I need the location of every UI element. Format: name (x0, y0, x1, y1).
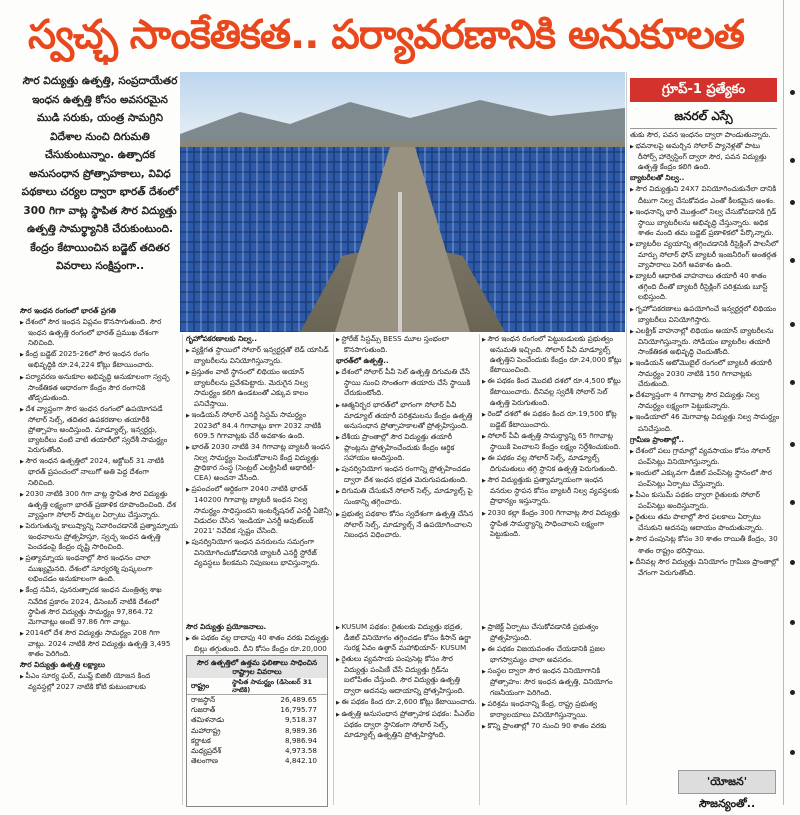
column-rule (626, 72, 627, 805)
paragraph: ▶ ఇండియన్ ఆటోమొబైల్ రంగంలో బ్యాటరీ తయారీ సామర్థ్యం 2030 నాటికి 150 గిగావాట్లకు చేరుతుంది. (630, 358, 780, 389)
cell-capacity: 26,489.65 (280, 695, 317, 704)
paragraph: ▶ బ్యాటరీల వ్యయాన్ని తగ్గించడానికి రీసైక్లింగ్ పాలసీలో మార్పు సోలార్ ఫోన్ బ్యాటరీ ఇంజనీరింగ్ అంతర్గత వ్యాపారాలు పెరిగే అవకాశం ఉంది. (630, 239, 780, 270)
paragraph: ▶ సంస్థల ద్వారా సౌర ఇంధన వినియోగానికి ప్రోత్సాహం: సౌర ఇంధన ఉత్పత్తి, వినియోగం గణనీయంగా పెరిగింది. (482, 666, 622, 697)
paragraph: ▶ ఈ పథకం వల్ల దాదాపు 40 శాతం వరకు విద్యుత్తు బిల్లు తగ్గుతుంది. దీని కోసం కేంద్రం రూ.20,000 (186, 633, 332, 656)
section-heading: సౌర విద్యుత్తు ప్రయోజనాలు. (186, 622, 267, 631)
table-row (187, 756, 327, 766)
paragraph: ▶ దిగుమతి చేసుకునే సోలార్ సెల్స్, మాడ్యూల్స్ పై సుంకాన్ని తగ్గించారు. (336, 486, 478, 507)
section-heading: బ్యాటరీలతో నిల్వ.. (630, 173, 685, 183)
cell-state: కర్ణాటక (191, 735, 211, 745)
headline: స్వచ్ఛ సాంకేతికత.. పర్యావరణానికి అనుకూలత (28, 12, 744, 58)
paragraph: ▶ స్టోరేజ్ సిస్టమ్స్ BESS మూల స్తంభంలా కొనసాగుతుంది. (336, 334, 478, 355)
paragraph: ▶ ఆత్మనిర్భర భారత్‌లో భాగంగా సోలార్ పీవీ మాడ్యూల్ తయారీ పరిశ్రమలను కేంద్రం ఉత్పత్తి అనుసంధాన ప్రోత్సాహకాలతో ప్రోత్సహిస్తుంది. (336, 400, 478, 431)
paragraph: ▶ దేశంలో పలు గ్రామాల్లో వ్యవసాయం కోసం సోలార్ పంప్‌సెట్లు వినియోగిస్తున్నారు. (630, 446, 780, 467)
table-row (187, 726, 327, 736)
paragraph: ▶ పునర్వినియోగ ఇంధన వనరులను సమగ్రంగా వినియోగించుకోవడానికి బ్యాటరీ ఎనర్జీ స్టోరేజ్ వ్యవస్థలు కీలకమని నిపుణులు భావిస్తున్నారు. (186, 537, 332, 568)
paragraph: ▶ పునర్వినియోగ ఇంధన రంగాన్ని ప్రోత్సహించడం ద్వారా దేశ ఇంధన భద్రత మెరుగుపడుతుంది. (336, 464, 478, 485)
paragraph: ▶ దేశంలో సోలార్ పీవీ సెల్ ఉత్పత్తి దిగుమతి చేసే స్థాయి నుంచి సొంతంగా తయారు చేసే స్థాయికి చేరుకుంటోంది. (336, 367, 478, 398)
paragraph: ▶ కేంద్ర బడ్జెట్ 2025-26లో సౌర ఇంధన రంగం అభివృద్ధికి రూ.24,224 కోట్లు కేటాయించారు. (20, 349, 178, 370)
paragraph: ▶ ఉత్పత్తి అనుసంధాన ప్రోత్సాహక పథకం: పీఎల్‌ఐ పథకం ద్వారా స్థానికంగా సోలార్ సెల్స్, మాడ్యూల్స్ ఉత్పత్తిని ప్రోత్సహిస్తోంది. (336, 709, 478, 740)
section-heading: గృహోపకరణాలకు నిల్వ.. (186, 334, 257, 343)
column-4 (482, 334, 622, 650)
paragraph: ▶ సౌర ఇంధన ఉత్పత్తిలో 2024, అక్టోబర్ 31 నాటికి భారత్ ప్రపంచంలో నాలుగో అతి పెద్ద దేశంగా నిలిచింది. (20, 456, 178, 487)
cell-capacity: 8,986.94 (284, 735, 317, 745)
adjacent-column-bullets (788, 90, 800, 790)
paragraph: ▶ బ్యాటరీ ఆధారిత వాహనాలు తయారీ 40 శాతం తగ్గింది దీంతో బ్యాటరీ రీసైక్లింగ్ పరిశ్రమకు బూస్ట్ లభిస్తుంది. (630, 271, 780, 302)
column-8 (482, 622, 622, 805)
cell-state: మహారాష్ట్ర (191, 725, 221, 735)
paragraph: తుకు సౌర, పవన ఇంధనం ద్వారా పాండుతున్నారు. (630, 130, 771, 139)
paragraph: ▶ సోలార్ పీవీ ఉత్పత్తి సామర్థ్యాన్ని 65 గిగావాట్ల స్థాయికి పెంచాలని కేంద్రం లక్ష్యం నిర్దేశించుకుంది. (482, 431, 622, 452)
solar-field-illustration (180, 72, 625, 332)
paragraph: ▶ ప్రస్తుతం వాటి స్థానంలో లిథియం అయాన్ బ్యాటరీలను ప్రవేశపెట్టారు. మెరుగైన నిల్వ సామర్థ్యం కలిగి ఉండటంతో ఎక్కువ కాలం పనిచేస్తాయి. (186, 367, 332, 408)
paragraph: ▶ గృహోపకరణాలు ఉపయోగించే ఇన్వర్టర్లలో లిథియం బ్యాటరీలు వినియోగిస్తారు. (630, 304, 780, 325)
column-7 (336, 622, 478, 805)
column-rule (182, 334, 183, 805)
paragraph: ▶ ఇండియాలో 46 మెగావాట్ల విద్యుత్తు నిల్వ సామర్థ్యం పనిచేస్తుంది. (630, 412, 780, 433)
paragraph: ▶ ప్రత్యామ్నాయ ఇంధనాల్లో సౌర ఇంధనం చాలా ముఖ్యమైనది. దేశంలో సూర్యరశ్మి పుష్కలంగా లభించడం అనుకూలంగా ఉంది. (20, 553, 178, 584)
paragraph: ▶ పర్యావరణ అనుకూల అభివృద్ధి అనుకూలంగా స్వచ్ఛ సాంకేతికత ఆధారంగా కేంద్రం సౌర రంగానికి తోడ్పడుతుంది. (20, 372, 178, 403)
paragraph: ▶ ఇండియన్ సోలార్ ఎనర్జీ సిస్టమ్ సామర్థ్యం 2023లో 84.4 గిగావాట్లు కాగా 2032 నాటికి 609.5 గిగావాట్లకు చేరే అవకాశం ఉంది. (186, 410, 332, 441)
column-divider (783, 0, 784, 805)
column-2 (186, 334, 332, 650)
paragraph: ▶ సౌర ఇంధన రంగంలో పెట్టుబడులకు ప్రభుత్వం అనుమతి ఇచ్చింది. సోలార్ పీవీ మాడ్యూల్స్ ఉత్పత్తిని పెంచేందుకు కేంద్రం రూ.24,000 కోట్లు కేటాయించింది. (482, 334, 622, 375)
paragraph: ▶ ఈ పథకం కింద రూ.2,600 కోట్లు కేటాయించారు. (336, 697, 478, 708)
table-row (187, 705, 327, 715)
group1-special-badge: గ్రూప్-1 ప్రత్యేకం (630, 78, 777, 102)
table-title: సౌర ఉత్పత్తిలో ఉత్తమ ఫలితాలు సాధించిన రాష్ట్రాల వివరాలు (187, 656, 327, 678)
paragraph: ▶ ఈ పథకం కింద మొదటి దశలో రూ.4,500 కోట్లు కేటాయించారు. దీనివల్ల స్వదేశీ సోలార్ సెల్ ఉత్పత్తి పెరుగుతుంది. (482, 376, 622, 407)
section-heading: గ్రామీణ ప్రాంతాల్లో.. (630, 434, 685, 444)
paragraph: ▶ దేశంలో సౌర ఇంధన విప్లవం కొనసాగుతుంది. సౌర ఇంధన ఉత్పత్తి రంగంలో భారత్ ప్రముఖ దేశంగా నిలిచింది. (20, 317, 178, 348)
section-heading: సౌర విద్యుత్తు ఉత్పత్తి లక్ష్యాలు (20, 660, 105, 670)
paragraph: ▶ రైతులు తమ పొలాల్లో సౌర ఫలకాలు ఏర్పాటు చేసుకుని అదనపు ఆదాయం పొందుతున్నారు. (630, 512, 780, 533)
paragraph: ▶ 2014లో దేశ సౌర విద్యుత్తు సామర్థ్యం 208 గిగా వాట్లు. 2024 నాటికి సౌర విద్యుత్తు ఉత్పత్తి 3,495 శాతం పెరిగింది. (20, 628, 178, 659)
table-row (187, 715, 327, 725)
cell-state: గుజరాత్ (191, 705, 216, 715)
column-rule (479, 334, 480, 805)
cell-capacity: 4,973.58 (284, 746, 317, 756)
column-3 (336, 334, 478, 650)
cell-state: మధ్యప్రదేశ్ (191, 746, 222, 756)
byline: జనరల్ ఎస్సే (630, 104, 777, 129)
intro-text: సౌర విద్యుత్తు ఉత్పత్తి, సంప్రదాయేతర ఇంధన ఉత్పత్తి కోసం అవసరమైన ముడి సరుకు, యంత్ర సామగ్రిని విదేశాల నుంచి దిగుమతి చేసుకుంటున్నాం. ఉత్పాదక అనుసంధాన ప్రోత్సాహకాలు, వివిధ పథకాలు చర్యల ద్వారా భారత్ దేశంలో 300 గిగా వాట్ల స్థాపిత సౌర విద్యుత్తు ఉత్పత్తి సామర్థ్యానికి చేరుకుంటుంది. కేంద్రం కేటాయించిన బడ్జెట్ తదితర వివరాలు సంక్షిప్తంగా.. (21, 75, 179, 272)
paragraph: ▶ 2030 కల్లా కేంద్రం 300 గిగావాట్ల సౌర విద్యుత్తు స్థాపిత సామర్థ్యాన్ని సాధించాలని లక్ష్యంగా పెట్టుకుంది. (482, 508, 622, 539)
capacity-table (187, 678, 327, 766)
paragraph: ▶ కేంద్ర నవీన, పునరుత్పాదక ఇంధన మంత్రిత్వ శాఖ నివేదిక ప్రకారం 2024, డిసెంబర్ నాటికి దేశంలో స్థాపిత సౌర విద్యుత్తు సామర్థ్యం 97,864.72 మెగావాట్లు అంటే 97.86 గిగా వాట్లు. (20, 585, 178, 626)
paragraph: ▶ దేశవ్యాప్తంగా 4 గిగావాట్ల సౌర విద్యుత్తు నిల్వ సామర్థ్యం లక్ష్యంగా పెట్టుకున్నారు. (630, 390, 780, 411)
paragraph: ▶ భారత్ 2030 నాటికి 34 గిగావాట్ల బ్యాటరీ ఇంధన నిల్వ సామర్థ్యం పెంచుకోవాలని కేంద్ర విద్యుత్తు ప్రాధికార సంస్థ (సెంట్రల్ ఎలక్ట్రిసిటీ అథారిటీ- CEA) అంచనా వేసింది. (186, 442, 332, 483)
cell-state: తమిళనాడు (191, 715, 225, 725)
paragraph: ▶ దీనివల్ల సౌర విద్యుత్తు వినియోగం గ్రామీణ ప్రాంతాల్లో వేగంగా పెరుగుతోంది. (630, 557, 780, 578)
paragraph: ▶ ఈ పథకం విజయవంతం చేయడానికి ప్రజల భాగస్వామ్యం చాలా అవసరం. (482, 644, 622, 665)
paragraph: ▶ ప్రాజెక్ట్ ఏర్పాటు చేసుకోవడానికి ప్రభుత్వం ప్రోత్సహిస్తుంది. (482, 622, 622, 643)
paragraph: ▶ రెండో దశలో ఈ పథకం కింద రూ.19,500 కోట్ల బడ్జెట్ కేటాయించారు. (482, 409, 622, 430)
paragraph: ▶ కొన్ని ప్రాంతాల్లో 70 నుంచి 90 శాతం వరకు (482, 721, 622, 732)
paragraph: ▶ సౌర విద్యుత్తుని 24X7 వినియోగించుకునేలా దానికి దీటుగా నిల్వ చేసుకోవడం ఎంతో కీలకమైన అంశం. (630, 184, 780, 205)
cell-state: రాజస్థాన్ (191, 695, 216, 704)
paragraph: ▶ దేశీయ ప్రాంతాల్లో సౌర విద్యుత్తు తయారీ ప్లాంట్లను ప్రోత్సహించేందుకు కేంద్రం ఆర్థిక సహాయం అందిస్తుంది. (336, 432, 478, 463)
paragraph: ▶ KUSUM పథకం: రైతులకు విద్యుత్తు భద్రత, డీజిల్ వినియోగం తగ్గించడం కోసం కిసాన్ ఉర్జా సురక్ష ఏవం ఉత్థాన్ మహాభియాన్- KUSUM (336, 622, 478, 653)
header-state: రాష్ట్రం (187, 678, 228, 695)
paragraph: ▶ పరిశ్రమ ఇంధనాన్ని కేంద్ర, రాష్ట్ర ప్రభుత్వ కార్యాలయాలు వినియోగిస్తున్నాయి. (482, 699, 622, 720)
paragraph: ▶ ఇందులో ఎక్కువగా డీజిల్ పంప్‌సెట్ల స్థానంలో సౌర పంప్‌సెట్లు ఏర్పాటు చేస్తున్నారు. (630, 468, 780, 489)
state-capacity-table (186, 655, 328, 807)
column-5 (630, 130, 780, 766)
paragraph: ▶ ప్రపంచంలో ఆర్థికంగా 2040 నాటికి భారత్ 140200 గిగావాట్ల బ్యాటరీ ఇంధన నిల్వ సామర్థ్యం సాధిస్తుందని ఇంటర్నేషనల్ ఎనర్జీ ఏజెన్సీ విడుదల చేసిన 'ఇండియా ఎనర్జీ అవుట్‌లుక్ 2021' నివేదిక స్పష్టం చేసింది. (186, 484, 332, 535)
source-credit: 'యోజన' సౌజన్యంతో.. (678, 770, 776, 794)
header-capacity: స్థాపిత సామర్థ్యం (డిసెంబర్ 31 నాటికి) (228, 678, 327, 695)
paragraph: ▶ పెరుగుతున్న కాలుష్యాన్ని నివారించడానికి ప్రత్యామ్నాయ ఇంధనాలను ప్రోత్సహిస్తూ, స్వచ్ఛ ఇంధన ఉత్పత్తి పెంచడంపై కేంద్రం దృష్టి సారించింది. (20, 521, 178, 552)
paragraph: ▶ సౌర విద్యుత్తుకు ప్రత్యామ్నాయంగా ఇంధన వనరుల స్థాపన కోసం బ్యాటరీ నిల్వ వ్యవస్థలకు ప్రాధాన్యం ఇస్తున్నారు. (482, 475, 622, 506)
column-1 (20, 306, 178, 805)
paragraph: ▶ ఈ పథకం వల్ల సోలార్ సెల్స్, మాడ్యూల్స్ దిగుమతులు తగ్గి స్థానిక ఉత్పత్తి పెరుగుతుంది. (482, 453, 622, 474)
cell-state: తెలంగాణ (191, 756, 218, 766)
section-heading: సౌర ఇంధన రంగంలో భారత్ ప్రగతి (20, 306, 116, 315)
paragraph: ▶ భవనాలపై అమర్చిన సోలార్ ప్యానెళ్లతో పాటు రీసోర్స్ హార్వెస్టింగ్ ద్వారా సౌర, పవన విద్యుత్తు ఉత్పత్తి కేంద్రం కలిగి ఉంది. (630, 141, 780, 172)
paragraph: ▶ రైతులు వ్యవసాయ పంపుసెట్ల కోసం సౌర విద్యుత్తు పంపిణీ చేసే విద్యుత్తు గ్రిడ్‌ను బలోపేతం చేస్తుంది. సౌర విద్యుత్తు ఉత్పత్తి ద్వారా అదనపు ఆదాయాన్ని ప్రోత్సహిస్తుంది. (336, 654, 478, 695)
paragraph: ▶ 2030 నాటికి 300 గిగా వాట్ల స్థాపిత సౌర విద్యుత్తు ఉత్పత్తి లక్ష్యంగా భారత్ ప్రణాళిక రూపొందించింది. దేశ వ్యాప్తంగా సోలార్ పార్కుల ఏర్పాటు చేస్తున్నారు. (20, 489, 178, 520)
cell-capacity: 8,989.36 (284, 725, 317, 735)
paragraph: ▶ సౌర పంపుసెట్ల కోసం 30 శాతం రాయితీ కేంద్రం, 30 శాతం రాష్ట్రం భరిస్తాయి. (630, 534, 780, 555)
cell-capacity: 4,842.10 (284, 756, 317, 766)
column-rule (333, 334, 334, 805)
table-row (187, 746, 327, 756)
paragraph: ▶ పీఎం కుసుమ్ పథకం ద్వారా రైతులకు సోలార్ పంప్‌సెట్లు అందిస్తున్నారు. (630, 490, 780, 511)
cell-capacity: 16,795.77 (280, 705, 317, 715)
paragraph: ▶ ప్రభుత్వ పథకాల కోసం స్వదేశంగా ఉత్పత్తి చేసిన సోలార్ సెల్స్, మాడ్యూల్స్ నే ఉపయోగించాలని నిబంధన విధించారు. (336, 509, 478, 540)
paragraph: ▶ దేశ వ్యాప్తంగా సౌర ఇంధన రంగంలో ఉపయోగపడే సోలార్ సెల్స్, తదితర ఉపకరణాల తయారీకి ప్రోత్సాహం అందిస్తుంది. మాడ్యూల్స్, ఇన్వర్టర్లు, బ్యాటరీలు వంటి వాటి తయారీలో స్వదేశీ సామర్థ్యం పెరుగుతోంది. (20, 404, 178, 455)
paragraph: ▶ వ్యక్తిగత స్థాయిలో సోలార్ ఇన్వర్టర్లతో లెడ్ యాసిడ్ బ్యాటరీలను వినియోగిస్తున్నారు. (186, 345, 332, 366)
paragraph: ▶ పీఎం సూర్య ఘర్, ముఫ్త్ బిజిలీ యోజన కింద వ్యవస్థల్లో 2027 నాటికి కోటి కుటుంబాలకు (20, 671, 178, 692)
cell-capacity: 9,518.37 (284, 715, 317, 725)
section-heading: భారత్‌లో ఉత్పత్తి.. (336, 356, 389, 366)
paragraph: ▶ ఎలక్ట్రిక్ వాహనాల్లో లిథియం అయాన్ బ్యాటరీలను వినియోగిస్తున్నారు. సోడియం బ్యాటరీల తయారీ సాంకేతికత అభివృద్ధి చెందుతోంది. (630, 326, 780, 357)
table-header-row (187, 678, 327, 695)
paragraph: ▶ ఇంధనాన్ని భారీ మొత్తంలో నిల్వ చేసుకోవడానికి గ్రిడ్ స్థాయి బ్యాటరీలను అభివృద్ధి చేస్తున్నారు. అధిక శాతం మంది తమ బడ్జెట్ ప్రణాళికలో పేర్కొన్నారు. (630, 207, 780, 238)
column-6 (186, 622, 332, 656)
table-row (187, 736, 327, 746)
solar-panels-photo (180, 72, 625, 332)
table-row (187, 695, 327, 706)
